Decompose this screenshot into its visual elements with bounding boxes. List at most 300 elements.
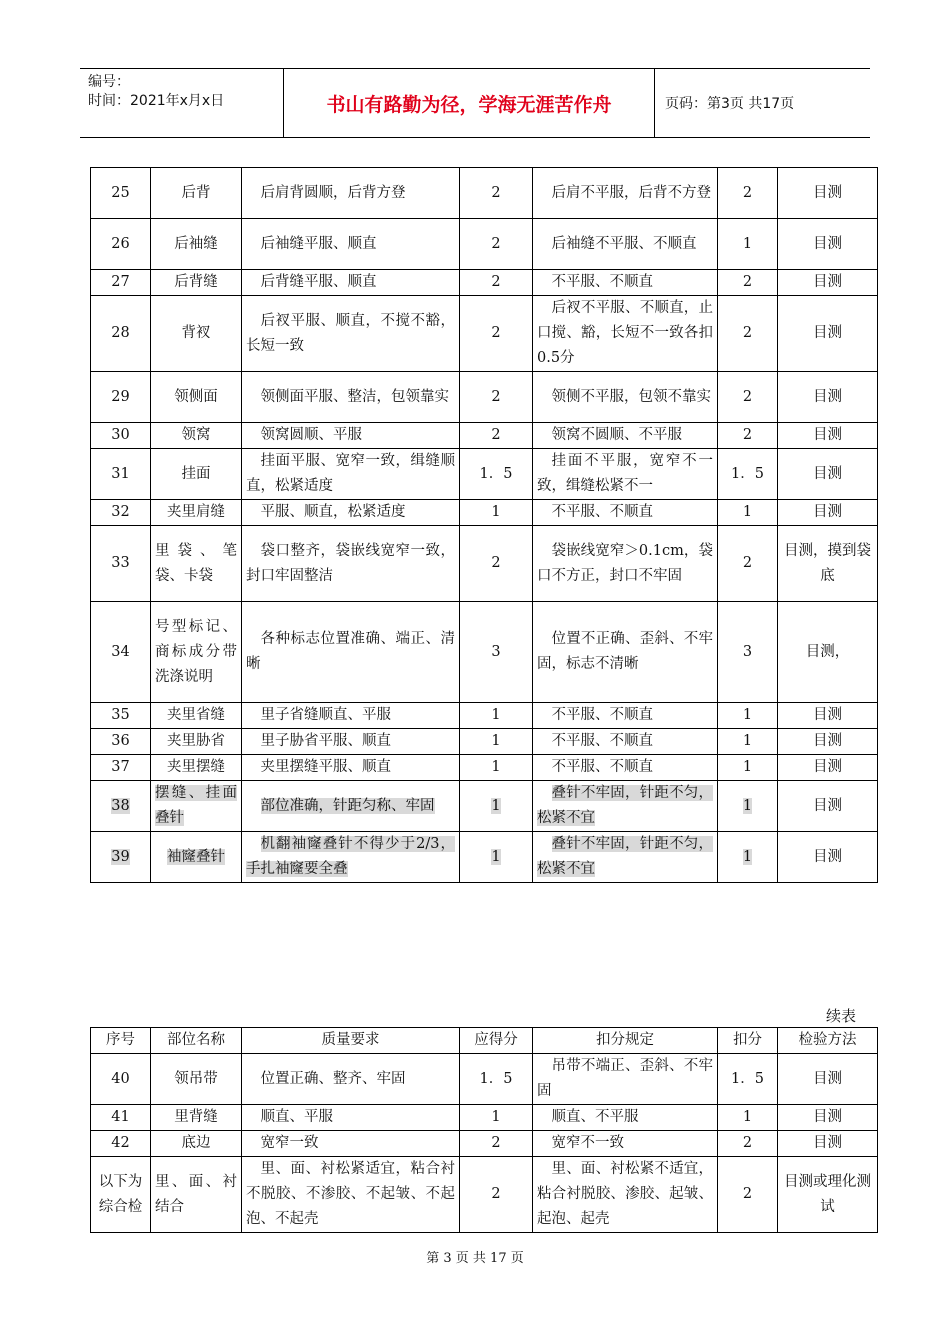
- cell-score-text: 2: [491, 274, 501, 290]
- cell-rule-text: 吊带不端正、歪斜、不牢固: [537, 1058, 713, 1099]
- cell-rule-text: 宽窄不一致: [551, 1135, 624, 1151]
- quality-table: [90, 167, 878, 883]
- cell-requirement-text: 里子胁省平服、顺直: [260, 733, 391, 749]
- cell-method-text: 目测: [813, 848, 842, 865]
- cell-part: [151, 703, 242, 729]
- cell-deduct: [718, 449, 778, 500]
- cell-part-text: 底边: [181, 1135, 211, 1151]
- cell-deduct-text: 2: [742, 1135, 753, 1151]
- table-row: [91, 1157, 878, 1233]
- cell-no-text: 29: [111, 388, 130, 405]
- cell-method: [778, 423, 878, 449]
- cell-method: [778, 1131, 878, 1157]
- cell-no: [91, 1157, 151, 1233]
- cell-score: [460, 1131, 533, 1157]
- cell-score-text: 2: [491, 235, 501, 252]
- cell-rule: [533, 781, 718, 832]
- cell-score-text: 1: [491, 848, 501, 865]
- cell-no-text: 以下为综合检: [98, 1173, 143, 1215]
- cell-no-text: 42: [111, 1135, 130, 1151]
- cell-method-text: 目测: [813, 733, 842, 749]
- cell-rule: [533, 219, 718, 270]
- cell-rule-text: 后肩不平服，后背不方登: [551, 184, 711, 201]
- cell-score-text: 2: [491, 184, 501, 201]
- cell-part-text: 领侧面: [174, 388, 218, 405]
- cell-rule-text: 不平服、不顺直: [551, 274, 653, 290]
- cell-deduct: [718, 729, 778, 755]
- cell-part-text: 挂面: [181, 465, 211, 482]
- column-header: 扣分规定: [533, 1028, 718, 1054]
- cell-deduct-text: 2: [742, 184, 753, 201]
- cell-requirement: [242, 423, 460, 449]
- cell-no-text: 35: [111, 707, 130, 723]
- cell-no: [91, 500, 151, 526]
- cell-rule: [533, 1054, 718, 1105]
- cell-method-text: 目测: [813, 707, 842, 723]
- cell-method-text: 目测: [813, 274, 842, 290]
- cell-deduct: [718, 1157, 778, 1233]
- cell-deduct: [718, 1054, 778, 1105]
- cell-method: [778, 1105, 878, 1131]
- cell-method-text: 目测: [813, 388, 842, 405]
- cell-rule-text: 领窝不圆顺、不平服: [551, 427, 682, 443]
- cell-part: [151, 500, 242, 526]
- cell-deduct-text: 2: [742, 555, 753, 571]
- cell-method: [778, 703, 878, 729]
- page-indicator: 页码：第3页 共17页: [665, 96, 795, 112]
- continued-table: [90, 1027, 878, 1233]
- cell-no: [91, 423, 151, 449]
- cell-requirement: [242, 781, 460, 832]
- cell-no: [91, 1054, 151, 1105]
- cell-method-text: 目测或理化测试: [784, 1173, 871, 1215]
- cell-part: [151, 372, 242, 423]
- cell-requirement: [242, 1105, 460, 1131]
- page-footer: 第 3 页 共 17 页: [426, 1251, 524, 1266]
- cell-requirement: [242, 219, 460, 270]
- cell-part-text: 领窝: [181, 427, 211, 443]
- cell-method: [778, 729, 878, 755]
- cell-part-text: 里、面、衬结合: [155, 1173, 237, 1215]
- cell-part-text: 领吊带: [174, 1070, 218, 1087]
- column-header: 扣分: [718, 1028, 778, 1054]
- cell-score: [460, 219, 533, 270]
- cell-requirement-text: 后衩平服、顺直，不搅不豁，长短一致: [246, 312, 455, 354]
- cell-no-text: 26: [111, 235, 130, 252]
- cell-method: [778, 296, 878, 372]
- cell-score-text: 1．5: [479, 1070, 513, 1087]
- cell-no: [91, 602, 151, 703]
- cell-method: [778, 526, 878, 602]
- cell-requirement-text: 里、面、衬松紧适宜，粘合衬不脱胶、不渗胶、不起皱、不起泡、不起壳: [246, 1161, 455, 1227]
- cell-score: [460, 526, 533, 602]
- cell-deduct: [718, 296, 778, 372]
- cell-rule-text: 袋嵌线宽窄＞0.1cm，袋口不方正，封口不牢固: [537, 542, 713, 584]
- cell-method-text: 目测: [813, 1070, 842, 1087]
- cell-method: [778, 781, 878, 832]
- cell-rule-text: 领侧不平服，包领不靠实: [551, 388, 711, 405]
- cell-no: [91, 832, 151, 883]
- cell-score: [460, 1157, 533, 1233]
- cell-deduct-text: 2: [742, 1186, 753, 1202]
- cell-score-text: 2: [491, 1135, 501, 1151]
- cell-no-text: 33: [111, 555, 130, 571]
- cell-no-text: 39: [111, 848, 130, 865]
- cell-deduct: [718, 781, 778, 832]
- cell-no-text: 27: [111, 274, 130, 290]
- cell-method-text: 目测: [813, 1109, 842, 1125]
- table-row: [91, 602, 878, 703]
- cell-deduct-text: 1: [742, 235, 753, 252]
- cell-method-text: 目测: [813, 427, 842, 443]
- cell-no: [91, 526, 151, 602]
- cell-rule: [533, 729, 718, 755]
- cell-requirement-text: 宽窄一致: [260, 1135, 319, 1151]
- page-header: [80, 68, 870, 138]
- cell-requirement: [242, 449, 460, 500]
- cell-score: [460, 296, 533, 372]
- column-header: 部位名称: [151, 1028, 242, 1054]
- cell-part: [151, 270, 242, 296]
- cell-method: [778, 449, 878, 500]
- cell-rule-text: 不平服、不顺直: [551, 733, 653, 749]
- cell-part: [151, 1131, 242, 1157]
- cell-rule: [533, 423, 718, 449]
- cell-requirement-text: 位置正确、整齐、牢固: [260, 1070, 406, 1087]
- cell-rule: [533, 1131, 718, 1157]
- column-header: 检验方法: [778, 1028, 878, 1054]
- cell-score-text: 2: [491, 388, 501, 405]
- cell-no: [91, 168, 151, 219]
- cell-deduct: [718, 602, 778, 703]
- cell-method: [778, 1054, 878, 1105]
- cell-requirement-text: 袋口整齐，袋嵌线宽窄一致，封口牢固整洁: [246, 542, 455, 584]
- cell-method: [778, 270, 878, 296]
- cell-requirement-text: 后袖缝平服、顺直: [260, 235, 377, 252]
- cell-score: [460, 168, 533, 219]
- cell-rule-text: 不平服、不顺直: [551, 759, 653, 775]
- cell-method-text: 目测: [813, 325, 842, 341]
- cell-method-text: 目测: [813, 1135, 842, 1151]
- cell-rule: [533, 500, 718, 526]
- cell-requirement: [242, 1157, 460, 1233]
- cell-deduct: [718, 526, 778, 602]
- cell-no-text: 36: [111, 733, 130, 749]
- cell-rule: [533, 832, 718, 883]
- cell-deduct: [718, 168, 778, 219]
- cell-score: [460, 1054, 533, 1105]
- cell-score-text: 1．5: [479, 465, 513, 482]
- cell-part: [151, 755, 242, 781]
- cell-rule-text: 后袖缝不平服、不顺直: [551, 235, 697, 252]
- cell-no-text: 31: [111, 465, 130, 482]
- cell-rule-text: 叠针不牢固，针距不匀，松紧不宜: [537, 785, 713, 826]
- cell-score: [460, 602, 533, 703]
- cell-part: [151, 1054, 242, 1105]
- cell-requirement-text: 顺直、平服: [260, 1109, 333, 1125]
- cell-method-text: 目测: [813, 465, 842, 482]
- cell-deduct-text: 3: [742, 643, 753, 660]
- cell-method: [778, 602, 878, 703]
- cell-method: [778, 219, 878, 270]
- cell-score: [460, 832, 533, 883]
- cell-score-text: 1: [491, 733, 501, 749]
- cell-part: [151, 168, 242, 219]
- cell-no-text: 34: [111, 643, 130, 660]
- cell-requirement: [242, 703, 460, 729]
- cell-score: [460, 423, 533, 449]
- cell-no: [91, 372, 151, 423]
- cell-deduct: [718, 500, 778, 526]
- cell-part-text: 夹里肩缝: [167, 504, 225, 520]
- cell-rule: [533, 526, 718, 602]
- cell-deduct-text: 1: [742, 797, 753, 814]
- code-label: 编号：: [88, 74, 130, 90]
- cell-requirement: [242, 755, 460, 781]
- cell-deduct-text: 1: [742, 848, 753, 865]
- cell-deduct-text: 1: [742, 504, 753, 520]
- cell-rule: [533, 703, 718, 729]
- cell-requirement: [242, 500, 460, 526]
- header-meta: [80, 69, 283, 137]
- table-row: [91, 449, 878, 500]
- cell-no: [91, 729, 151, 755]
- table-row: [91, 423, 878, 449]
- cell-part: [151, 602, 242, 703]
- cell-deduct: [718, 423, 778, 449]
- cell-no-text: 28: [111, 325, 130, 341]
- column-header: 应得分: [460, 1028, 533, 1054]
- cell-part-text: 袖窿叠针: [167, 848, 225, 865]
- cell-method-text: 目测，摸到袋底: [784, 542, 871, 584]
- cell-deduct-text: 2: [742, 325, 753, 341]
- cell-score: [460, 449, 533, 500]
- table-row: [91, 270, 878, 296]
- table-row: [91, 832, 878, 883]
- cell-requirement-text: 后背缝平服、顺直: [260, 274, 377, 290]
- cell-requirement-text: 领窝圆顺、平服: [260, 427, 362, 443]
- cell-part-text: 夹里胁省: [167, 733, 225, 749]
- cell-no: [91, 703, 151, 729]
- table-row: [91, 500, 878, 526]
- cell-no: [91, 270, 151, 296]
- cell-rule: [533, 372, 718, 423]
- cell-no: [91, 296, 151, 372]
- cell-requirement: [242, 602, 460, 703]
- cell-part: [151, 526, 242, 602]
- cell-no-text: 41: [111, 1109, 130, 1125]
- cell-deduct-text: 1．5: [731, 465, 764, 482]
- column-header: 质量要求: [242, 1028, 460, 1054]
- cell-method: [778, 1157, 878, 1233]
- cell-part: [151, 1157, 242, 1233]
- cell-requirement: [242, 526, 460, 602]
- cell-part-text: 背衩: [181, 325, 211, 341]
- cell-requirement: [242, 1054, 460, 1105]
- table-row: [91, 703, 878, 729]
- cell-deduct: [718, 755, 778, 781]
- cell-deduct-text: 1: [742, 759, 753, 775]
- cell-score-text: 1: [491, 1109, 501, 1125]
- date-label: 时间：2021年x月x日: [88, 93, 225, 109]
- cell-requirement: [242, 729, 460, 755]
- cell-score: [460, 729, 533, 755]
- cell-part-text: 号型标记、商标成分带洗涤说明: [155, 618, 237, 685]
- cell-no: [91, 219, 151, 270]
- table-row: [91, 1105, 878, 1131]
- cell-requirement: [242, 832, 460, 883]
- cell-requirement-text: 里子省缝顺直、平服: [260, 707, 391, 723]
- cell-rule: [533, 1105, 718, 1131]
- cell-rule: [533, 270, 718, 296]
- cell-part: [151, 781, 242, 832]
- cell-no: [91, 755, 151, 781]
- cell-no: [91, 1131, 151, 1157]
- cell-part-text: 里背缝: [174, 1109, 218, 1125]
- cell-deduct-text: 2: [742, 427, 753, 443]
- cell-requirement-text: 挂面平服、宽窄一致，缉缝顺直，松紧适度: [246, 453, 455, 494]
- cell-part: [151, 449, 242, 500]
- cell-method-text: 目测: [813, 504, 842, 520]
- cell-requirement-text: 平服、顺直，松紧适度: [260, 504, 406, 520]
- table-row: [91, 168, 878, 219]
- cell-no: [91, 449, 151, 500]
- table-header-row: [91, 1028, 878, 1054]
- cell-part-text: 夹里省缝: [167, 707, 225, 723]
- cell-rule: [533, 755, 718, 781]
- cell-deduct-text: 2: [742, 388, 753, 405]
- cell-rule: [533, 168, 718, 219]
- cell-score-text: 1: [491, 504, 501, 520]
- cell-requirement: [242, 1131, 460, 1157]
- cell-rule-text: 里、面、衬松紧不适宜，粘合衬脱胶、渗胶、起皱、起泡、起壳: [537, 1161, 713, 1227]
- cell-score: [460, 781, 533, 832]
- cell-score: [460, 755, 533, 781]
- cell-part: [151, 423, 242, 449]
- cell-no-text: 32: [111, 504, 130, 520]
- cell-deduct: [718, 219, 778, 270]
- cell-score-text: 2: [491, 427, 501, 443]
- motto: 书山有路勤为径，学海无涯苦作舟: [283, 69, 655, 137]
- cell-requirement-text: 机翻袖窿叠针不得少于2/3，手扎袖窿要全叠: [246, 836, 455, 877]
- cell-deduct: [718, 1105, 778, 1131]
- cell-part: [151, 296, 242, 372]
- cell-part-text: 里袋、笔袋、卡袋: [155, 542, 237, 584]
- cell-deduct-text: 1: [742, 707, 753, 723]
- cell-score: [460, 500, 533, 526]
- cell-rule-text: 挂面不平服，宽窄不一致，缉缝松紧不一: [537, 453, 713, 494]
- table-row: [91, 296, 878, 372]
- table-row: [91, 1054, 878, 1105]
- cell-deduct: [718, 832, 778, 883]
- cell-deduct-text: 1．5: [731, 1070, 764, 1087]
- cell-requirement-text: 部位准确，针距匀称、牢固: [260, 797, 435, 814]
- cell-score-text: 1: [491, 759, 501, 775]
- table-row: [91, 1131, 878, 1157]
- cell-deduct: [718, 372, 778, 423]
- cell-part-text: 夹里摆缝: [167, 759, 225, 775]
- cell-requirement: [242, 372, 460, 423]
- table-row: [91, 526, 878, 602]
- table-row: [91, 219, 878, 270]
- cell-deduct: [718, 270, 778, 296]
- cell-rule-text: 不平服、不顺直: [551, 504, 653, 520]
- cell-deduct: [718, 1131, 778, 1157]
- cell-part: [151, 729, 242, 755]
- cell-score-text: 3: [491, 643, 501, 660]
- cell-requirement: [242, 296, 460, 372]
- cell-deduct-text: 2: [742, 274, 753, 290]
- cell-score-text: 2: [491, 1186, 501, 1202]
- cell-requirement-text: 后肩背圆顺，后背方登: [260, 184, 406, 201]
- cell-rule-text: 不平服、不顺直: [551, 707, 653, 723]
- cell-no-text: 25: [111, 184, 130, 201]
- cell-rule-text: 顺直、不平服: [551, 1109, 639, 1125]
- cell-requirement: [242, 168, 460, 219]
- cell-no-text: 30: [111, 427, 130, 443]
- cell-no: [91, 1105, 151, 1131]
- cell-score: [460, 270, 533, 296]
- cell-part-text: 摆缝、挂面叠针: [155, 785, 237, 826]
- cell-method: [778, 500, 878, 526]
- cell-score-text: 1: [491, 707, 501, 723]
- cell-score: [460, 372, 533, 423]
- cell-method-text: 目测: [813, 797, 842, 814]
- continued-label: 续表: [826, 1007, 857, 1025]
- cell-deduct-text: 1: [742, 1109, 753, 1125]
- cell-deduct: [718, 703, 778, 729]
- cell-requirement-text: 夹里摆缝平服、顺直: [260, 759, 391, 775]
- cell-score-text: 2: [491, 325, 501, 341]
- table-row: [91, 729, 878, 755]
- cell-method: [778, 372, 878, 423]
- cell-rule-text: 后衩不平服、不顺直，止口搅、豁，长短不一致各扣0.5分: [537, 300, 713, 366]
- cell-method: [778, 832, 878, 883]
- cell-method-text: 目测: [813, 235, 842, 252]
- cell-no-text: 40: [111, 1070, 130, 1087]
- cell-rule-text: 叠针不牢固，针距不匀，松紧不宜: [537, 836, 713, 877]
- table-row: [91, 781, 878, 832]
- cell-part: [151, 219, 242, 270]
- cell-part-text: 后背缝: [174, 274, 218, 290]
- cell-part: [151, 832, 242, 883]
- cell-score: [460, 1105, 533, 1131]
- table-row: [91, 372, 878, 423]
- cell-rule: [533, 296, 718, 372]
- table-row: [91, 755, 878, 781]
- cell-no: [91, 781, 151, 832]
- cell-no-text: 38: [111, 797, 130, 814]
- cell-part-text: 后背: [181, 184, 211, 201]
- column-header: 序号: [91, 1028, 151, 1054]
- cell-method-text: 目测，: [805, 643, 850, 660]
- cell-score-text: 1: [491, 797, 501, 814]
- cell-part: [151, 1105, 242, 1131]
- cell-no-text: 37: [111, 759, 130, 775]
- cell-method-text: 目测: [813, 759, 842, 775]
- cell-part-text: 后袖缝: [174, 235, 218, 252]
- cell-requirement: [242, 270, 460, 296]
- cell-rule: [533, 449, 718, 500]
- cell-requirement-text: 领侧面平服、整洁，包领靠实: [260, 388, 449, 405]
- cell-rule: [533, 1157, 718, 1233]
- cell-score: [460, 703, 533, 729]
- cell-rule: [533, 602, 718, 703]
- cell-requirement-text: 各种标志位置准确、端正、清晰: [246, 631, 455, 672]
- cell-deduct-text: 1: [742, 733, 753, 749]
- cell-method: [778, 755, 878, 781]
- cell-rule-text: 位置不正确、歪斜、不牢固，标志不清晰: [537, 631, 713, 672]
